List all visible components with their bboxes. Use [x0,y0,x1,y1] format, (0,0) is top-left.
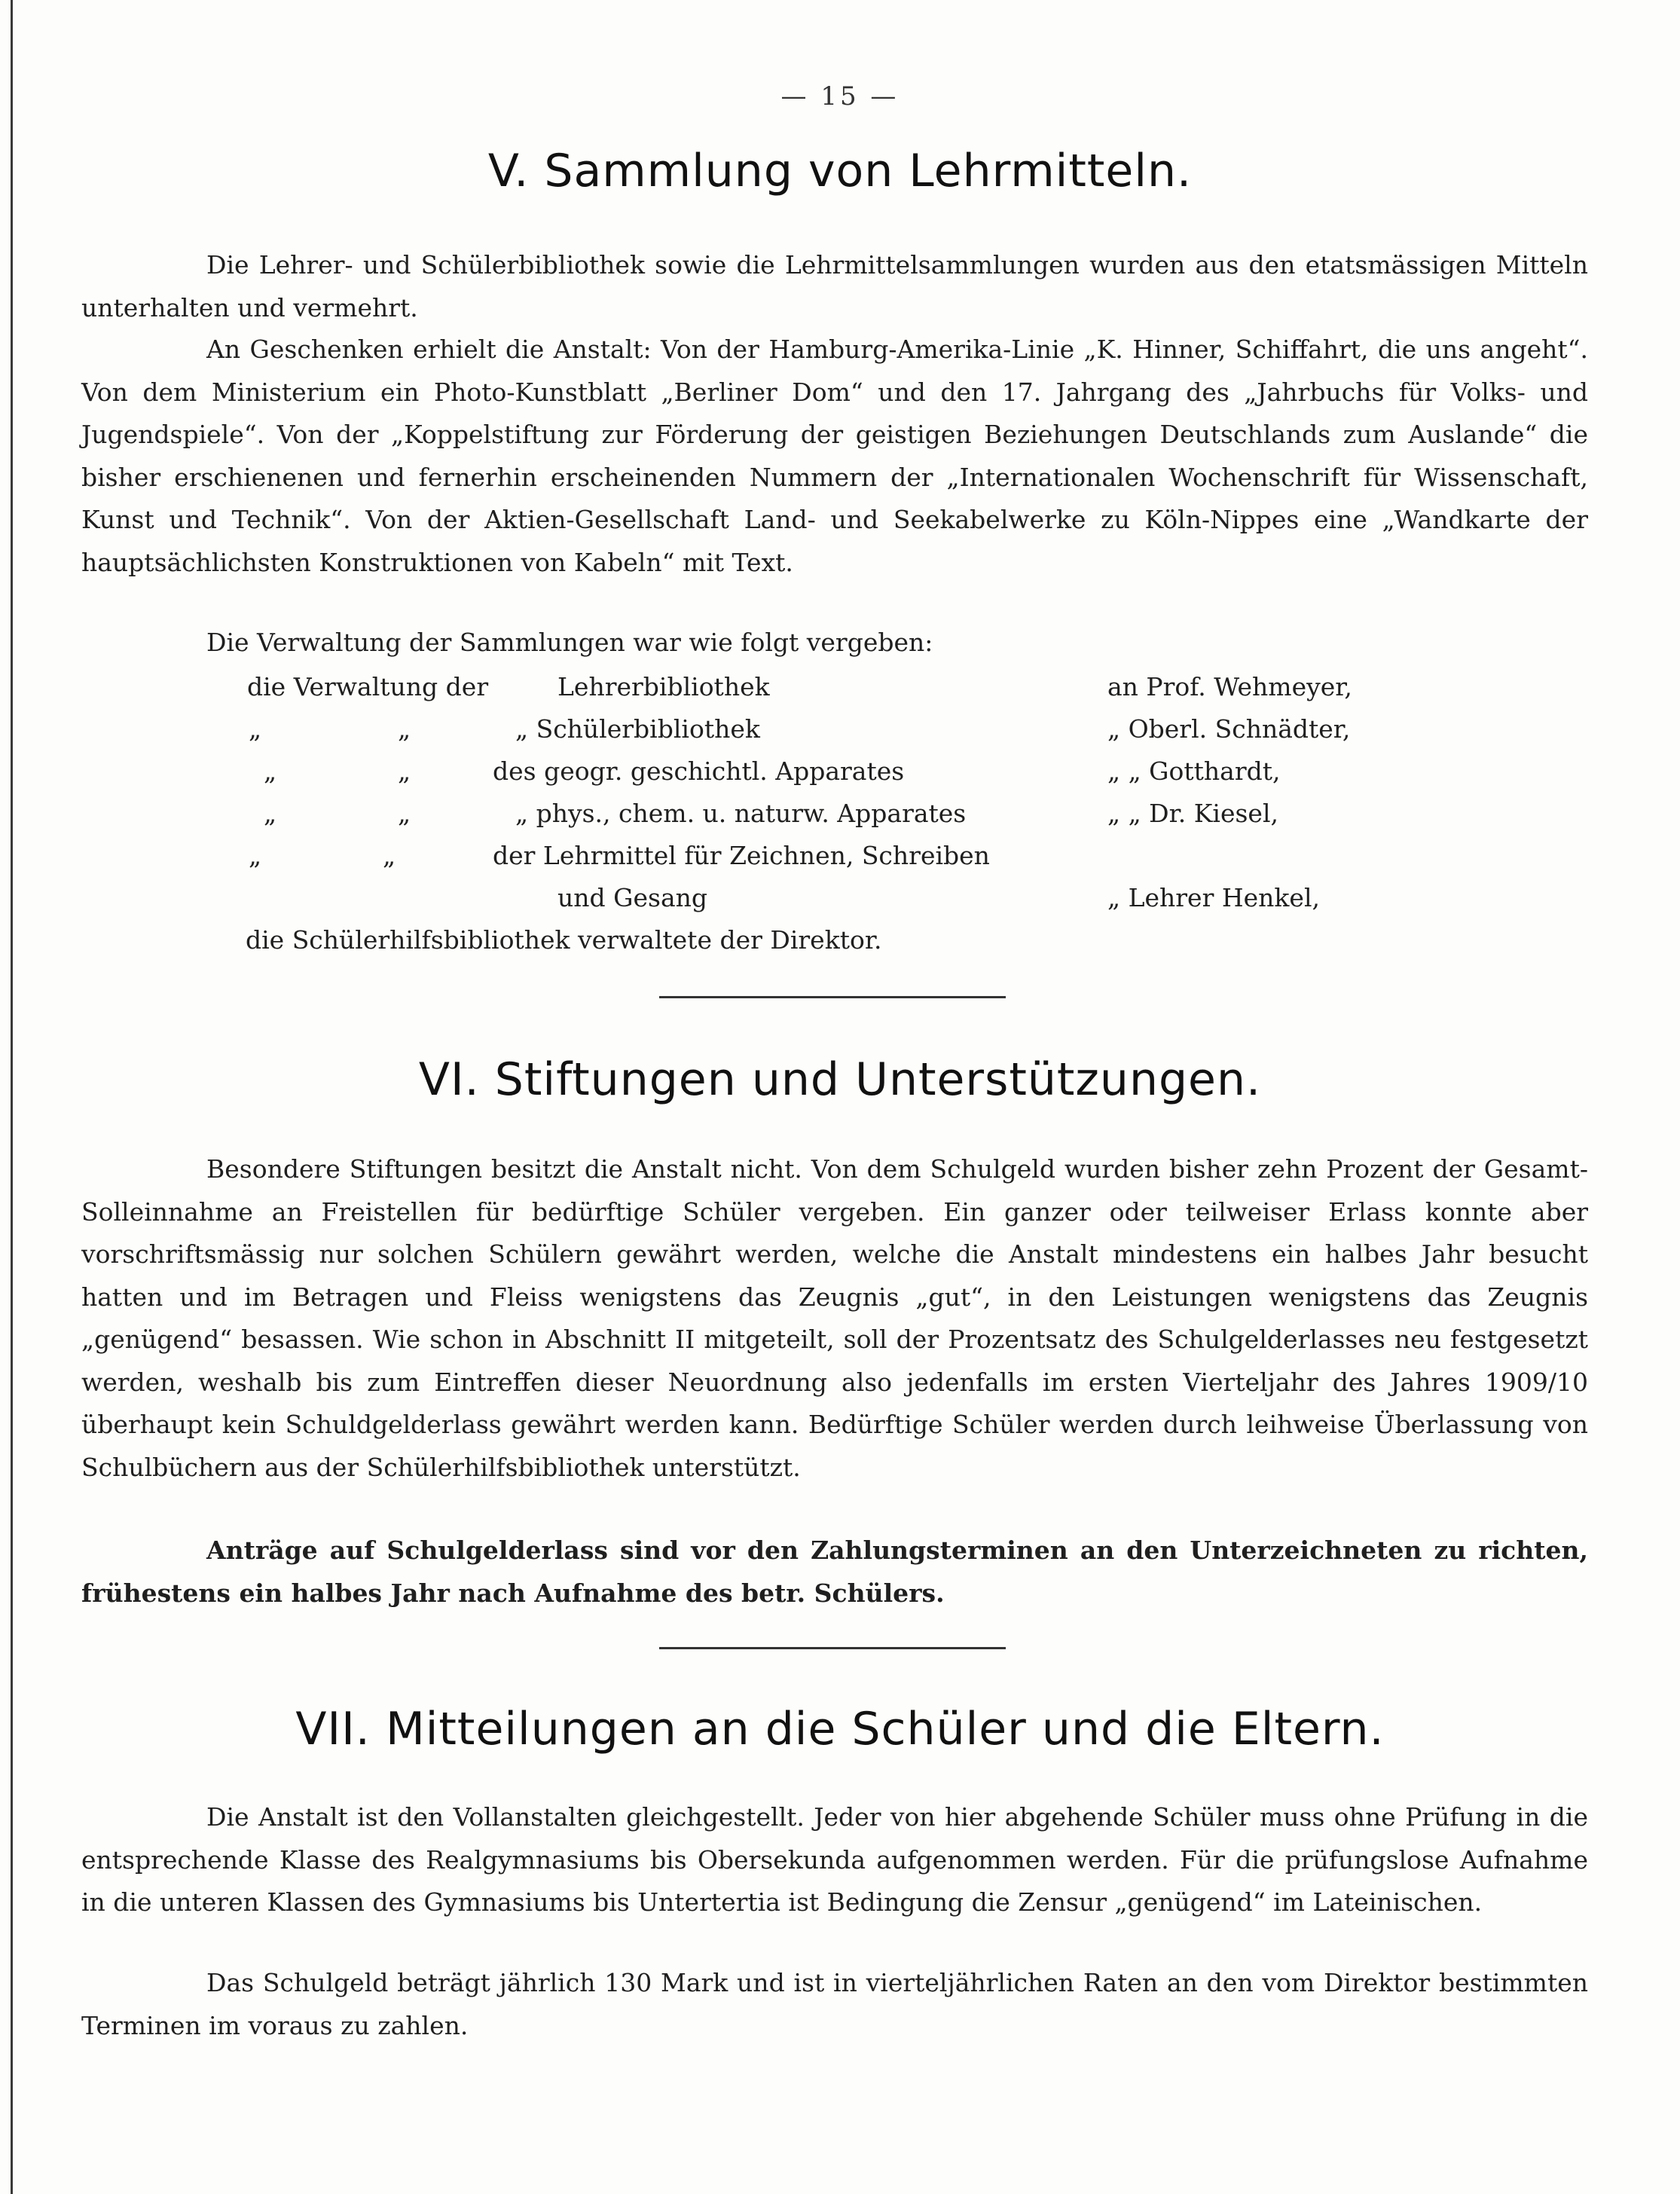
admin-col3: „ „ Gotthardt, [1107,756,1281,786]
section-vi-paragraph: Besondere Stiftungen besitzt die Anstalt nicht. Von dem Schulgeld wurden bisher zehn Prozent der Gesamt-Solleinnahme an Freistellen für bedürftige Schüler vergeben. Ein ganzer oder teilweiser Erlass konnte aber vorschriftsmässig nur solchen Schülern gewährt werden, welche die Anstalt mindestens ein halbes Jahr besucht hatten und im Betragen und Fleiss wenigstens das Zeugnis „gut“, in den Leistungen wenigstens das Zeugnis „genügend“ besassen. Wie schon in Abschnitt II mitgeteilt, soll der Prozentsatz des Schulgelderlasses neu festgesetzt werden, weshalb bis zum Eintreffen dieser Neuordnung also jedenfalls im ersten Vierteljahr des Jahres 1909/10 überhaupt kein Schuldgelderlass gewährt werden kann. Bedürftige Schüler werden durch leihweise Überlassung von Schulbüchern aus der Schülerhilfsbibliothek unterstützt. [81,1154,1588,1482]
admin-col2: des geogr. geschichtl. Apparates [493,756,905,786]
admin-col1b: „ [383,841,396,870]
section-v-paragraph-3: Die Verwaltung der Sammlungen war wie folgt vergeben: [206,628,933,657]
section-v-closing-line: die Schülerhilfsbibliothek verwaltete der Direktor. [246,925,882,955]
admin-col1: „ [249,714,262,744]
admin-col2: „ phys., chem. u. naturw. Apparates [515,799,967,828]
admin-col2: und Gesang [557,883,707,912]
section-vii-paragraph-1: Die Anstalt ist den Vollanstalten gleichgestellt. Jeder von hier abgehende Schüler muss ohne Prüfung in die entsprechende Klasse des Realgymnasiums bis Obersekunda aufgenommen werden. Für die prüfungslose Aufnahme in die unteren Klassen des Gymnasiums bis Untertertia ist Bedingung die Zensur „genügend“ im Lateinischen. [81,1802,1588,1917]
section-vii-heading: VII. Mitteilungen an die Schüler und die Eltern. [295,1703,1385,1756]
page-number: — 15 — [780,81,900,112]
admin-col1: die Verwaltung der [247,672,489,701]
section-v-paragraph-2: An Geschenken erhielt die Anstalt: Von der Hamburg-Amerika-Linie „K. Hinner, Schiffahrt, die uns angeht“. Von dem Ministerium ein Photo-Kunstblatt „Berliner Dom“ und den 17. Jahrgang des „Jahrbuchs für Volks- und Jugendspiele“. Von der „Koppelstiftung zur Förderung der geistigen Beziehungen Deutschlands zum Auslande“ die bisher erschienenen und fernerhin erscheinenden Nummern der „Internationalen Wochenschrift für Wissenschaft, Kunst und Technik“. Von der Aktien-Gesellschaft Land- und Seekabelwerke zu Köln-Nippes eine „Wandkarte der hauptsächlichsten Konstruktionen von Kabeln“ mit Text. [81,335,1588,577]
section-divider [659,1647,1006,1649]
admin-col2: der Lehrmittel für Zeichnen, Schreiben [493,841,990,870]
section-vi-bold-paragraph: Anträge auf Schulgelderlass sind vor den Zahlungsterminen an den Unterzeichneten zu richten, frühestens ein halbes Jahr nach Aufnahme des betr. Schülers. [81,1535,1588,1608]
section-divider [659,996,1006,998]
section-v-paragraph-1: Die Lehrer- und Schülerbibliothek sowie die Lehrmittelsammlungen wurden aus den etatsmässigen Mitteln unterhalten und vermehrt. [81,250,1588,322]
admin-col3: an Prof. Wehmeyer, [1107,672,1352,701]
admin-col2: „ Schülerbibliothek [515,714,760,744]
admin-col2: Lehrerbibliothek [557,672,770,701]
admin-col3: „ „ Dr. Kiesel, [1107,799,1279,828]
admin-col1b: „ [398,799,411,828]
section-vii-paragraph-2: Das Schulgeld beträgt jährlich 130 Mark und ist in vierteljährlichen Raten an den vom Direktor bestimmten Terminen im voraus zu zahlen. [81,1968,1588,2040]
admin-col1b: „ [398,756,411,786]
section-v-heading: V. Sammlung von Lehrmitteln. [487,145,1193,197]
admin-col1b: „ [398,714,411,744]
admin-col3: „ Lehrer Henkel, [1107,883,1320,912]
admin-col1: „ [249,841,262,870]
section-vi-heading: VI. Stiftungen und Unterstützungen. [418,1053,1262,1106]
admin-col3: „ Oberl. Schnädter, [1107,714,1351,744]
admin-col1: „ [264,756,277,786]
admin-col1: „ [264,799,277,828]
